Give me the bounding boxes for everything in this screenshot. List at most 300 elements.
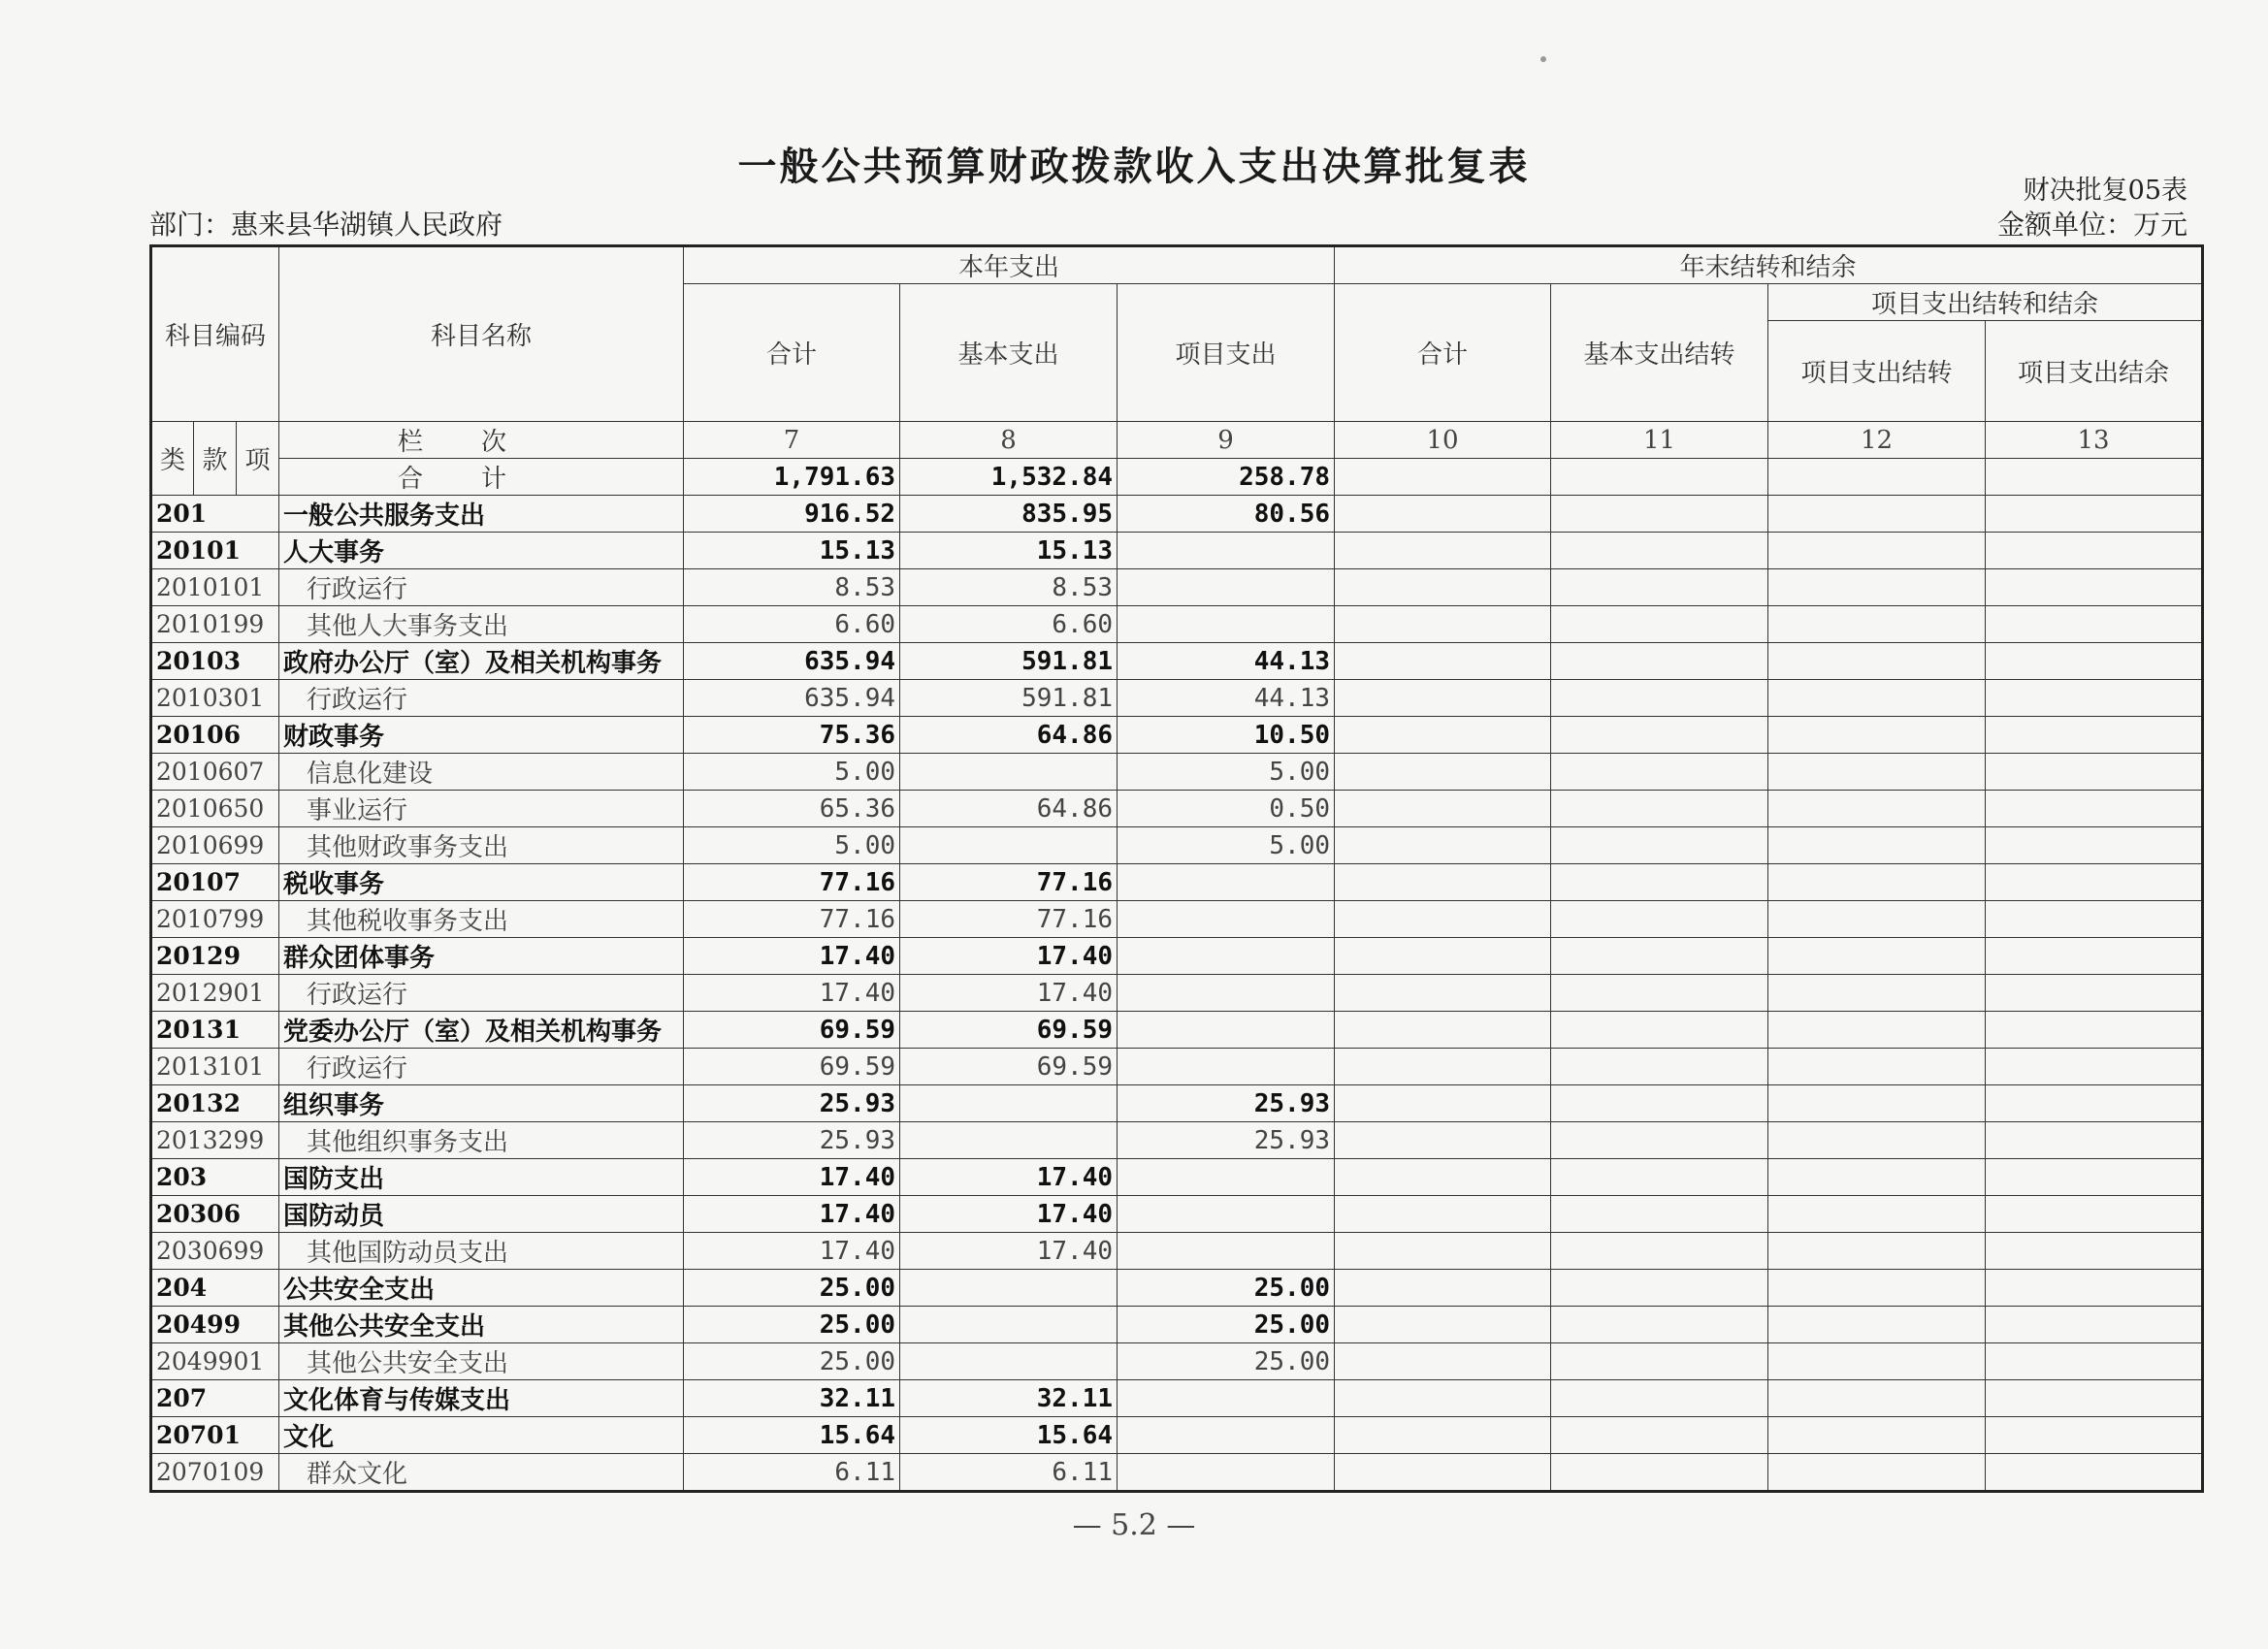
row-empty-cell xyxy=(1986,1085,2203,1122)
row-name: 其他公共安全支出 xyxy=(279,1343,684,1380)
row-project xyxy=(1118,938,1335,975)
row-project: 44.13 xyxy=(1118,643,1335,680)
row-empty-cell xyxy=(1768,569,1986,606)
row-basic: 591.81 xyxy=(900,680,1118,717)
table-row xyxy=(151,1012,2203,1049)
row-total: 69.59 xyxy=(684,1049,900,1085)
table-row xyxy=(151,1159,2203,1196)
row-project: 25.93 xyxy=(1118,1085,1335,1122)
col-ye-total-header: 合计 xyxy=(1335,284,1551,422)
table-body xyxy=(151,496,2203,1492)
row-basic: 15.13 xyxy=(900,533,1118,569)
row-code: 204 xyxy=(151,1270,279,1307)
row-name: 其他人大事务支出 xyxy=(279,606,684,643)
row-name: 行政运行 xyxy=(279,975,684,1012)
row-empty-cell xyxy=(1551,1085,1768,1122)
row-empty-cell xyxy=(1986,1417,2203,1454)
row-code: 2010699 xyxy=(151,827,279,864)
row-basic: 17.40 xyxy=(900,975,1118,1012)
row-empty-cell xyxy=(1986,1049,2203,1085)
row-code: 2010650 xyxy=(151,791,279,827)
row-project: 0.50 xyxy=(1118,791,1335,827)
table-row xyxy=(151,1049,2203,1085)
row-empty-cell xyxy=(1335,1012,1551,1049)
table-row xyxy=(151,533,2203,569)
row-empty-cell xyxy=(1335,1307,1551,1343)
row-empty-cell xyxy=(1551,717,1768,754)
row-name: 人大事务 xyxy=(279,533,684,569)
row-empty-cell xyxy=(1986,569,2203,606)
col-number: 8 xyxy=(900,422,1118,459)
row-empty-cell xyxy=(1551,901,1768,938)
row-code: 20107 xyxy=(151,864,279,901)
row-name: 其他国防动员支出 xyxy=(279,1233,684,1270)
grand-total-label: 合计 xyxy=(279,459,684,496)
row-total: 15.13 xyxy=(684,533,900,569)
row-empty-cell xyxy=(1986,1454,2203,1492)
row-empty-cell xyxy=(1768,864,1986,901)
row-basic: 6.11 xyxy=(900,1454,1118,1492)
table-row xyxy=(151,754,2203,791)
row-code: 20131 xyxy=(151,1012,279,1049)
row-basic: 69.59 xyxy=(900,1049,1118,1085)
row-empty-cell xyxy=(1335,1085,1551,1122)
row-empty-cell xyxy=(1986,1233,2203,1270)
table-row xyxy=(151,901,2203,938)
row-code: 2010101 xyxy=(151,569,279,606)
row-name: 公共安全支出 xyxy=(279,1270,684,1307)
row-empty-cell xyxy=(1986,1307,2203,1343)
row-empty-cell xyxy=(1768,1233,1986,1270)
row-name: 信息化建设 xyxy=(279,754,684,791)
row-basic: 77.16 xyxy=(900,901,1118,938)
scan-dot xyxy=(1540,56,1546,62)
row-empty-cell xyxy=(1768,1049,1986,1085)
row-empty-cell xyxy=(1986,643,2203,680)
table-row xyxy=(151,1233,2203,1270)
row-empty-cell xyxy=(1335,1122,1551,1159)
row-empty-cell xyxy=(1768,1196,1986,1233)
col-number: 10 xyxy=(1335,422,1551,459)
row-empty-cell xyxy=(1551,864,1768,901)
row-empty-cell xyxy=(1768,680,1986,717)
row-empty-cell xyxy=(1986,827,2203,864)
row-empty-cell xyxy=(1986,1343,2203,1380)
row-total: 6.11 xyxy=(684,1454,900,1492)
row-name: 其他公共安全支出 xyxy=(279,1307,684,1343)
row-total: 75.36 xyxy=(684,717,900,754)
row-name: 文化 xyxy=(279,1417,684,1454)
row-empty-cell xyxy=(1768,1270,1986,1307)
row-empty-cell xyxy=(1768,975,1986,1012)
table-header xyxy=(151,246,2203,496)
row-empty-cell xyxy=(1335,975,1551,1012)
row-code: 2010607 xyxy=(151,754,279,791)
row-code: 20101 xyxy=(151,533,279,569)
col-project-header: 项目支出 xyxy=(1118,284,1335,422)
row-empty-cell xyxy=(1335,1270,1551,1307)
row-code: 20103 xyxy=(151,643,279,680)
row-project xyxy=(1118,1380,1335,1417)
row-code: 2010199 xyxy=(151,606,279,643)
row-total: 77.16 xyxy=(684,864,900,901)
row-empty-cell xyxy=(1335,791,1551,827)
table-row xyxy=(151,1122,2203,1159)
row-code: 201 xyxy=(151,496,279,533)
row-empty-cell xyxy=(1768,717,1986,754)
row-name: 其他组织事务支出 xyxy=(279,1122,684,1159)
page-number: — 5.2 — xyxy=(1072,1508,1196,1542)
row-name: 其他税收事务支出 xyxy=(279,901,684,938)
row-empty-cell xyxy=(1986,1270,2203,1307)
row-code: 20306 xyxy=(151,1196,279,1233)
row-empty-cell xyxy=(1551,1307,1768,1343)
row-code: 2013299 xyxy=(151,1122,279,1159)
row-total: 17.40 xyxy=(684,1233,900,1270)
row-project: 44.13 xyxy=(1118,680,1335,717)
row-project xyxy=(1118,1417,1335,1454)
row-empty-cell xyxy=(1986,1159,2203,1196)
row-empty-cell xyxy=(1335,1233,1551,1270)
row-project xyxy=(1118,1233,1335,1270)
row-empty-cell xyxy=(1335,938,1551,975)
row-total: 8.53 xyxy=(684,569,900,606)
row-project: 25.00 xyxy=(1118,1270,1335,1307)
row-index-label: 栏次 xyxy=(279,422,684,459)
row-code: 2010301 xyxy=(151,680,279,717)
table-row xyxy=(151,938,2203,975)
row-empty-cell xyxy=(1551,1049,1768,1085)
row-total: 25.93 xyxy=(684,1122,900,1159)
amount-unit-label: 金额单位：万元 xyxy=(1996,209,2187,241)
group-year-end: 年末结转和结余 xyxy=(1335,246,2203,284)
row-empty-cell xyxy=(1768,754,1986,791)
row-empty-cell xyxy=(1551,496,1768,533)
row-empty-cell xyxy=(1768,938,1986,975)
row-empty-cell xyxy=(1768,827,1986,864)
row-total: 25.00 xyxy=(684,1270,900,1307)
row-empty-cell xyxy=(1551,1454,1768,1492)
row-total: 17.40 xyxy=(684,975,900,1012)
budget-table xyxy=(149,244,2204,1493)
row-empty-cell xyxy=(1768,1122,1986,1159)
row-empty-cell xyxy=(1551,938,1768,975)
row-empty-cell xyxy=(1335,754,1551,791)
row-empty-cell xyxy=(1335,643,1551,680)
row-basic: 591.81 xyxy=(900,643,1118,680)
table-row xyxy=(151,975,2203,1012)
row-name: 财政事务 xyxy=(279,717,684,754)
row-name: 组织事务 xyxy=(279,1085,684,1122)
row-empty-cell xyxy=(1551,1012,1768,1049)
row-name: 国防动员 xyxy=(279,1196,684,1233)
row-name: 国防支出 xyxy=(279,1159,684,1196)
row-code: 2070109 xyxy=(151,1454,279,1492)
col-number: 9 xyxy=(1118,422,1335,459)
row-code: 207 xyxy=(151,1380,279,1417)
row-empty-cell xyxy=(1768,1159,1986,1196)
col-name-header: 科目名称 xyxy=(279,246,684,422)
row-project xyxy=(1118,864,1335,901)
row-code: 20106 xyxy=(151,717,279,754)
row-empty-cell xyxy=(1551,827,1768,864)
row-code: 20499 xyxy=(151,1307,279,1343)
table-row xyxy=(151,827,2203,864)
row-empty-cell xyxy=(1335,496,1551,533)
row-total: 25.93 xyxy=(684,1085,900,1122)
row-name: 文化体育与传媒支出 xyxy=(279,1380,684,1417)
row-project xyxy=(1118,533,1335,569)
row-project: 5.00 xyxy=(1118,827,1335,864)
row-total: 916.52 xyxy=(684,496,900,533)
row-total: 635.94 xyxy=(684,680,900,717)
row-empty-cell xyxy=(1986,938,2203,975)
row-project xyxy=(1118,569,1335,606)
row-basic xyxy=(900,1343,1118,1380)
row-empty-cell xyxy=(1768,901,1986,938)
row-empty-cell xyxy=(1551,643,1768,680)
row-basic xyxy=(900,1122,1118,1159)
row-empty-cell xyxy=(1768,791,1986,827)
row-empty-cell xyxy=(1335,864,1551,901)
row-project: 10.50 xyxy=(1118,717,1335,754)
row-name: 税收事务 xyxy=(279,864,684,901)
row-basic: 64.86 xyxy=(900,717,1118,754)
row-basic xyxy=(900,1307,1118,1343)
group-project-carry: 项目支出结转和结余 xyxy=(1768,284,2203,321)
row-code: 20701 xyxy=(151,1417,279,1454)
row-project: 25.93 xyxy=(1118,1122,1335,1159)
table-row xyxy=(151,1196,2203,1233)
row-total: 17.40 xyxy=(684,1196,900,1233)
col-code-header: 科目编码 xyxy=(151,246,279,422)
table-row xyxy=(151,1343,2203,1380)
col-project-surplus-header: 项目支出结余 xyxy=(1986,321,2203,422)
row-code: 2012901 xyxy=(151,975,279,1012)
row-total: 65.36 xyxy=(684,791,900,827)
row-empty-cell xyxy=(1335,827,1551,864)
table-row xyxy=(151,717,2203,754)
col-number: 11 xyxy=(1551,422,1768,459)
row-name: 一般公共服务支出 xyxy=(279,496,684,533)
row-empty-cell xyxy=(1986,975,2203,1012)
row-empty-cell xyxy=(1551,1196,1768,1233)
row-name: 事业运行 xyxy=(279,791,684,827)
row-empty-cell xyxy=(1768,606,1986,643)
row-total: 15.64 xyxy=(684,1417,900,1454)
row-project xyxy=(1118,606,1335,643)
row-empty-cell xyxy=(1551,1233,1768,1270)
col-total-header: 合计 xyxy=(684,284,900,422)
row-project xyxy=(1118,975,1335,1012)
row-project: 5.00 xyxy=(1118,754,1335,791)
col-lei-header: 类 xyxy=(151,422,194,496)
col-basic-carry-header: 基本支出结转 xyxy=(1551,284,1768,422)
group-current-expense: 本年支出 xyxy=(684,246,1335,284)
row-total: 6.60 xyxy=(684,606,900,643)
table-row xyxy=(151,864,2203,901)
row-name: 行政运行 xyxy=(279,680,684,717)
row-code: 20132 xyxy=(151,1085,279,1122)
row-project xyxy=(1118,1012,1335,1049)
table-row xyxy=(151,1380,2203,1417)
row-empty-cell xyxy=(1986,864,2203,901)
row-total: 69.59 xyxy=(684,1012,900,1049)
row-empty-cell xyxy=(1551,533,1768,569)
row-basic: 32.11 xyxy=(900,1380,1118,1417)
col-xiang-header: 项 xyxy=(237,422,279,496)
row-empty-cell xyxy=(1551,791,1768,827)
row-project xyxy=(1118,901,1335,938)
row-empty-cell xyxy=(1551,1270,1768,1307)
row-project xyxy=(1118,1159,1335,1196)
row-empty-cell xyxy=(1335,1049,1551,1085)
row-basic: 6.60 xyxy=(900,606,1118,643)
col-number: 7 xyxy=(684,422,900,459)
row-project xyxy=(1118,1196,1335,1233)
row-name: 群众团体事务 xyxy=(279,938,684,975)
row-empty-cell xyxy=(1551,1159,1768,1196)
row-basic xyxy=(900,754,1118,791)
row-empty-cell xyxy=(1986,496,2203,533)
row-code: 203 xyxy=(151,1159,279,1196)
row-empty-cell xyxy=(1768,533,1986,569)
row-name: 党委办公厅（室）及相关机构事务 xyxy=(279,1012,684,1049)
table-row xyxy=(151,1270,2203,1307)
row-empty-cell xyxy=(1986,1196,2203,1233)
row-name: 行政运行 xyxy=(279,569,684,606)
row-code: 2030699 xyxy=(151,1233,279,1270)
col-number: 13 xyxy=(1986,422,2203,459)
row-empty-cell xyxy=(1768,1012,1986,1049)
table-row xyxy=(151,1085,2203,1122)
row-empty-cell xyxy=(1551,569,1768,606)
row-basic: 835.95 xyxy=(900,496,1118,533)
row-basic: 64.86 xyxy=(900,791,1118,827)
col-basic-header: 基本支出 xyxy=(900,284,1118,422)
col-project-carry-header: 项目支出结转 xyxy=(1768,321,1986,422)
table-row xyxy=(151,569,2203,606)
row-basic: 77.16 xyxy=(900,864,1118,901)
row-basic: 17.40 xyxy=(900,938,1118,975)
row-empty-cell xyxy=(1335,533,1551,569)
row-empty-cell xyxy=(1768,1085,1986,1122)
table-row xyxy=(151,791,2203,827)
grand-total-value: 1,791.63 xyxy=(684,459,900,496)
row-empty-cell xyxy=(1551,1122,1768,1159)
row-project xyxy=(1118,1454,1335,1492)
row-empty-cell xyxy=(1986,1380,2203,1417)
row-total: 5.00 xyxy=(684,754,900,791)
row-name: 行政运行 xyxy=(279,1049,684,1085)
row-empty-cell xyxy=(1335,1196,1551,1233)
row-empty-cell xyxy=(1335,606,1551,643)
row-basic xyxy=(900,1270,1118,1307)
row-total: 32.11 xyxy=(684,1380,900,1417)
row-basic: 17.40 xyxy=(900,1233,1118,1270)
row-empty-cell xyxy=(1768,1343,1986,1380)
row-basic: 69.59 xyxy=(900,1012,1118,1049)
row-empty-cell xyxy=(1335,901,1551,938)
row-name: 其他财政事务支出 xyxy=(279,827,684,864)
table-row xyxy=(151,1307,2203,1343)
row-basic: 8.53 xyxy=(900,569,1118,606)
row-empty-cell xyxy=(1768,1380,1986,1417)
row-project: 25.00 xyxy=(1118,1343,1335,1380)
row-basic: 17.40 xyxy=(900,1159,1118,1196)
row-total: 17.40 xyxy=(684,938,900,975)
row-empty-cell xyxy=(1551,606,1768,643)
row-basic xyxy=(900,827,1118,864)
row-empty-cell xyxy=(1551,1380,1768,1417)
row-empty-cell xyxy=(1986,1122,2203,1159)
row-total: 5.00 xyxy=(684,827,900,864)
table-row xyxy=(151,606,2203,643)
row-empty-cell xyxy=(1335,1454,1551,1492)
row-empty-cell xyxy=(1335,680,1551,717)
row-empty-cell xyxy=(1551,975,1768,1012)
row-basic xyxy=(900,1085,1118,1122)
row-name: 政府办公厅（室）及相关机构事务 xyxy=(279,643,684,680)
row-empty-cell xyxy=(1335,1380,1551,1417)
row-name: 群众文化 xyxy=(279,1454,684,1492)
grand-total-value: 258.78 xyxy=(1118,459,1335,496)
row-project xyxy=(1118,1049,1335,1085)
table-row xyxy=(151,496,2203,533)
row-empty-cell xyxy=(1551,754,1768,791)
row-empty-cell xyxy=(1986,717,2203,754)
row-total: 635.94 xyxy=(684,643,900,680)
row-empty-cell xyxy=(1986,606,2203,643)
row-empty-cell xyxy=(1986,1012,2203,1049)
row-empty-cell xyxy=(1768,1454,1986,1492)
col-kuan-header: 款 xyxy=(194,422,237,496)
row-basic: 17.40 xyxy=(900,1196,1118,1233)
row-empty-cell xyxy=(1986,533,2203,569)
row-empty-cell xyxy=(1986,680,2203,717)
col-number: 12 xyxy=(1768,422,1986,459)
table-row xyxy=(151,680,2203,717)
row-code: 20129 xyxy=(151,938,279,975)
department-label: 部门：惠来县华湖镇人民政府 xyxy=(149,209,503,241)
row-empty-cell xyxy=(1335,569,1551,606)
table-row xyxy=(151,643,2203,680)
row-empty-cell xyxy=(1335,1343,1551,1380)
row-empty-cell xyxy=(1768,1417,1986,1454)
table-row xyxy=(151,1454,2203,1492)
row-empty-cell xyxy=(1986,901,2203,938)
row-total: 17.40 xyxy=(684,1159,900,1196)
row-total: 25.00 xyxy=(684,1343,900,1380)
row-empty-cell xyxy=(1335,1159,1551,1196)
row-empty-cell xyxy=(1986,791,2203,827)
row-empty-cell xyxy=(1335,717,1551,754)
row-empty-cell xyxy=(1551,1417,1768,1454)
form-number: 财决批复05表 xyxy=(2023,176,2187,206)
row-empty-cell xyxy=(1768,1307,1986,1343)
row-total: 25.00 xyxy=(684,1307,900,1343)
row-total: 77.16 xyxy=(684,901,900,938)
row-empty-cell xyxy=(1335,1417,1551,1454)
page-title: 一般公共预算财政拨款收入支出决算批复表 xyxy=(737,145,1531,189)
row-code: 2049901 xyxy=(151,1343,279,1380)
row-empty-cell xyxy=(1768,496,1986,533)
row-code: 2010799 xyxy=(151,901,279,938)
row-empty-cell xyxy=(1768,643,1986,680)
table-row xyxy=(151,1417,2203,1454)
row-project: 25.00 xyxy=(1118,1307,1335,1343)
row-code: 2013101 xyxy=(151,1049,279,1085)
